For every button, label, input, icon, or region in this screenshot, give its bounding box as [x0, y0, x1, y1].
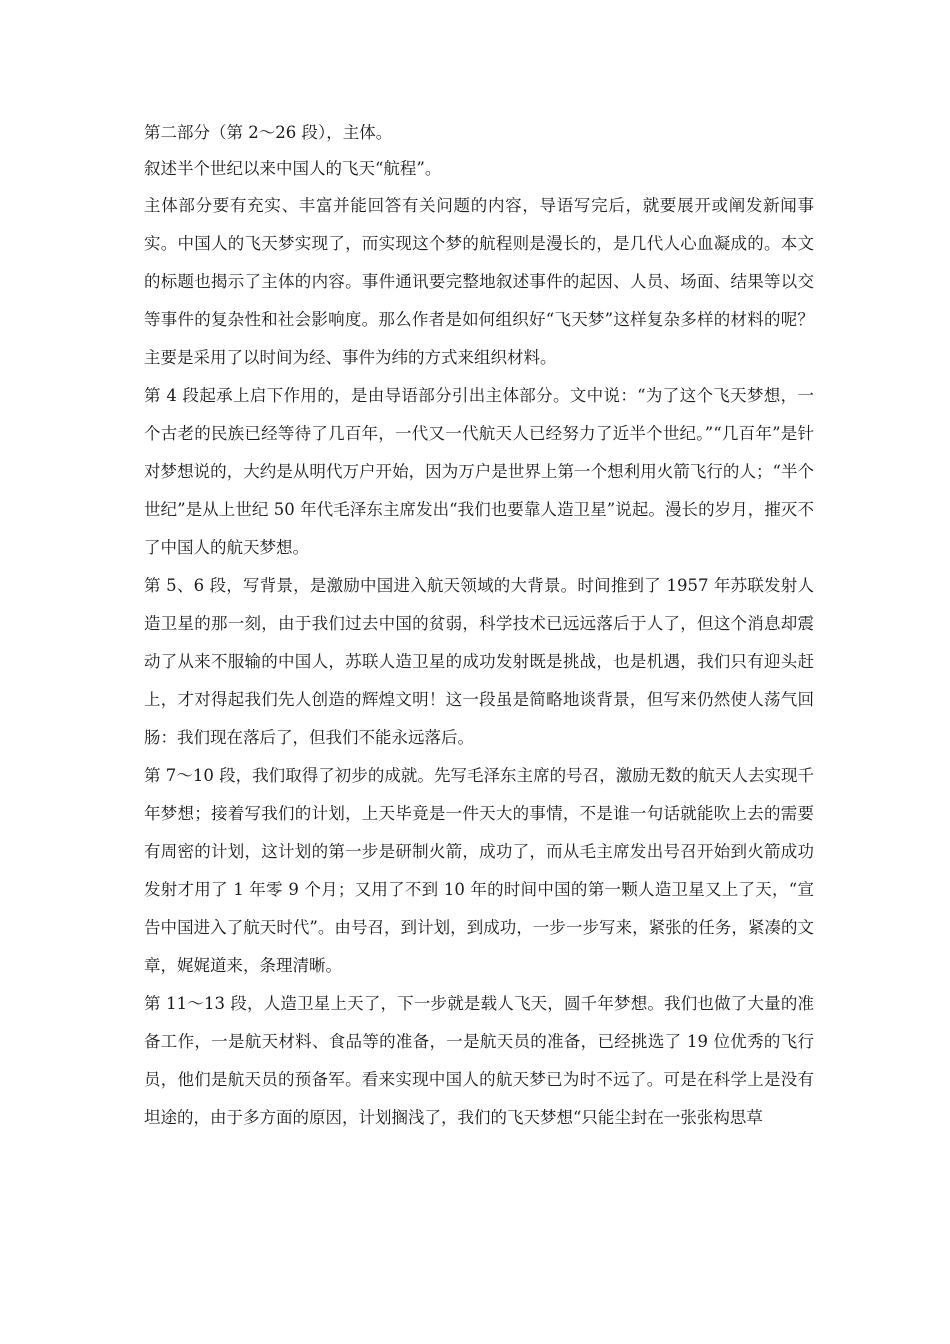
- paragraph-section-heading: 第二部分（第 2～26 段），主体。: [144, 123, 393, 142]
- document-body: [144, 115, 814, 1137]
- paragraph-section-summary: 叙述半个世纪以来中国人的飞天“航程”。: [144, 159, 442, 178]
- paragraph-section-11-13: 第 11～13 段，人造卫星上天了，下一步就是载人飞天，圆千年梦想。我们也做了大量的准备工作，一是航天材料、食品等的准备，一是航天员的准备，已经挑选了 19 位优秀的飞行员，他们是航天员的预备军。看来实现中国人的航天梦已为时不远了。可是在科学上是没有坦途的，由于多方面的原因，计划搁浅了，我们的飞天梦想“只能尘封在一张张构思草: [144, 994, 814, 1127]
- paragraph-section-4: 第 4 段起承上启下作用的，是由导语部分引出主体部分。文中说：“为了这个飞天梦想，一个古老的民族已经等待了几百年，一代又一代航天人已经努力了近半个世纪。”“几百年”是针对梦想说的，大约是从明代万户开始，因为万户是世界上第一个想利用火箭飞行的人；“半个世纪”是从上世纪 50 年代毛泽东主席发出“我们也要靠人造卫星”说起。漫长的岁月，摧灭不了中国人的航天梦想。: [144, 386, 814, 557]
- paragraph-section-7-10: 第 7～10 段，我们取得了初步的成就。先写毛泽东主席的号召，激励无数的航天人去实现千年梦想；接着写我们的计划，上天毕竟是一件天大的事情，不是谁一句话就能吹上去的需要有周密的计划，这计划的第一步是研制火箭，成功了，而从毛主席发出号召开始到火箭成功发射才用了 1 年零 9 个月；又用了不到 10 年的时间中国的第一颗人造卫星又上了天，“宣告中国进入了航天时代”。由号召，到计划，到成功，一步一步写来，紧张的任务，紧凑的文章，娓娓道来，条理清晰。: [144, 766, 814, 975]
- paragraph-section-5-6: 第 5、6 段，写背景，是激励中国进入航天领域的大背景。时间推到了 1957 年苏联发射人造卫星的那一刻，由于我们过去中国的贫弱，科学技术已远远落后于人了，但这个消息却震动了从来不服输的中国人，苏联人造卫星的成功发射既是挑战，也是机遇，我们只有迎头赶上，才对得起我们先人创造的辉煌文明！这一段虽是简略地谈背景，但写来仍然使人荡气回肠：我们现在落后了，但我们不能永远落后。: [144, 576, 814, 747]
- paragraph-body-overview: 主体部分要有充实、丰富并能回答有关问题的内容，导语写完后，就要展开或阐发新闻事实。中国人的飞天梦实现了，而实现这个梦的航程则是漫长的，是几代人心血凝成的。本文的标题也揭示了主体的内容。事件通讯要完整地叙述事件的起因、人员、场面、结果等以交等事件的复杂性和社会影响度。那么作者是如何组织好“飞天梦”这样复杂多样的材料的呢？主要是采用了以时间为经、事件为纬的方式来组织材料。: [144, 196, 814, 367]
